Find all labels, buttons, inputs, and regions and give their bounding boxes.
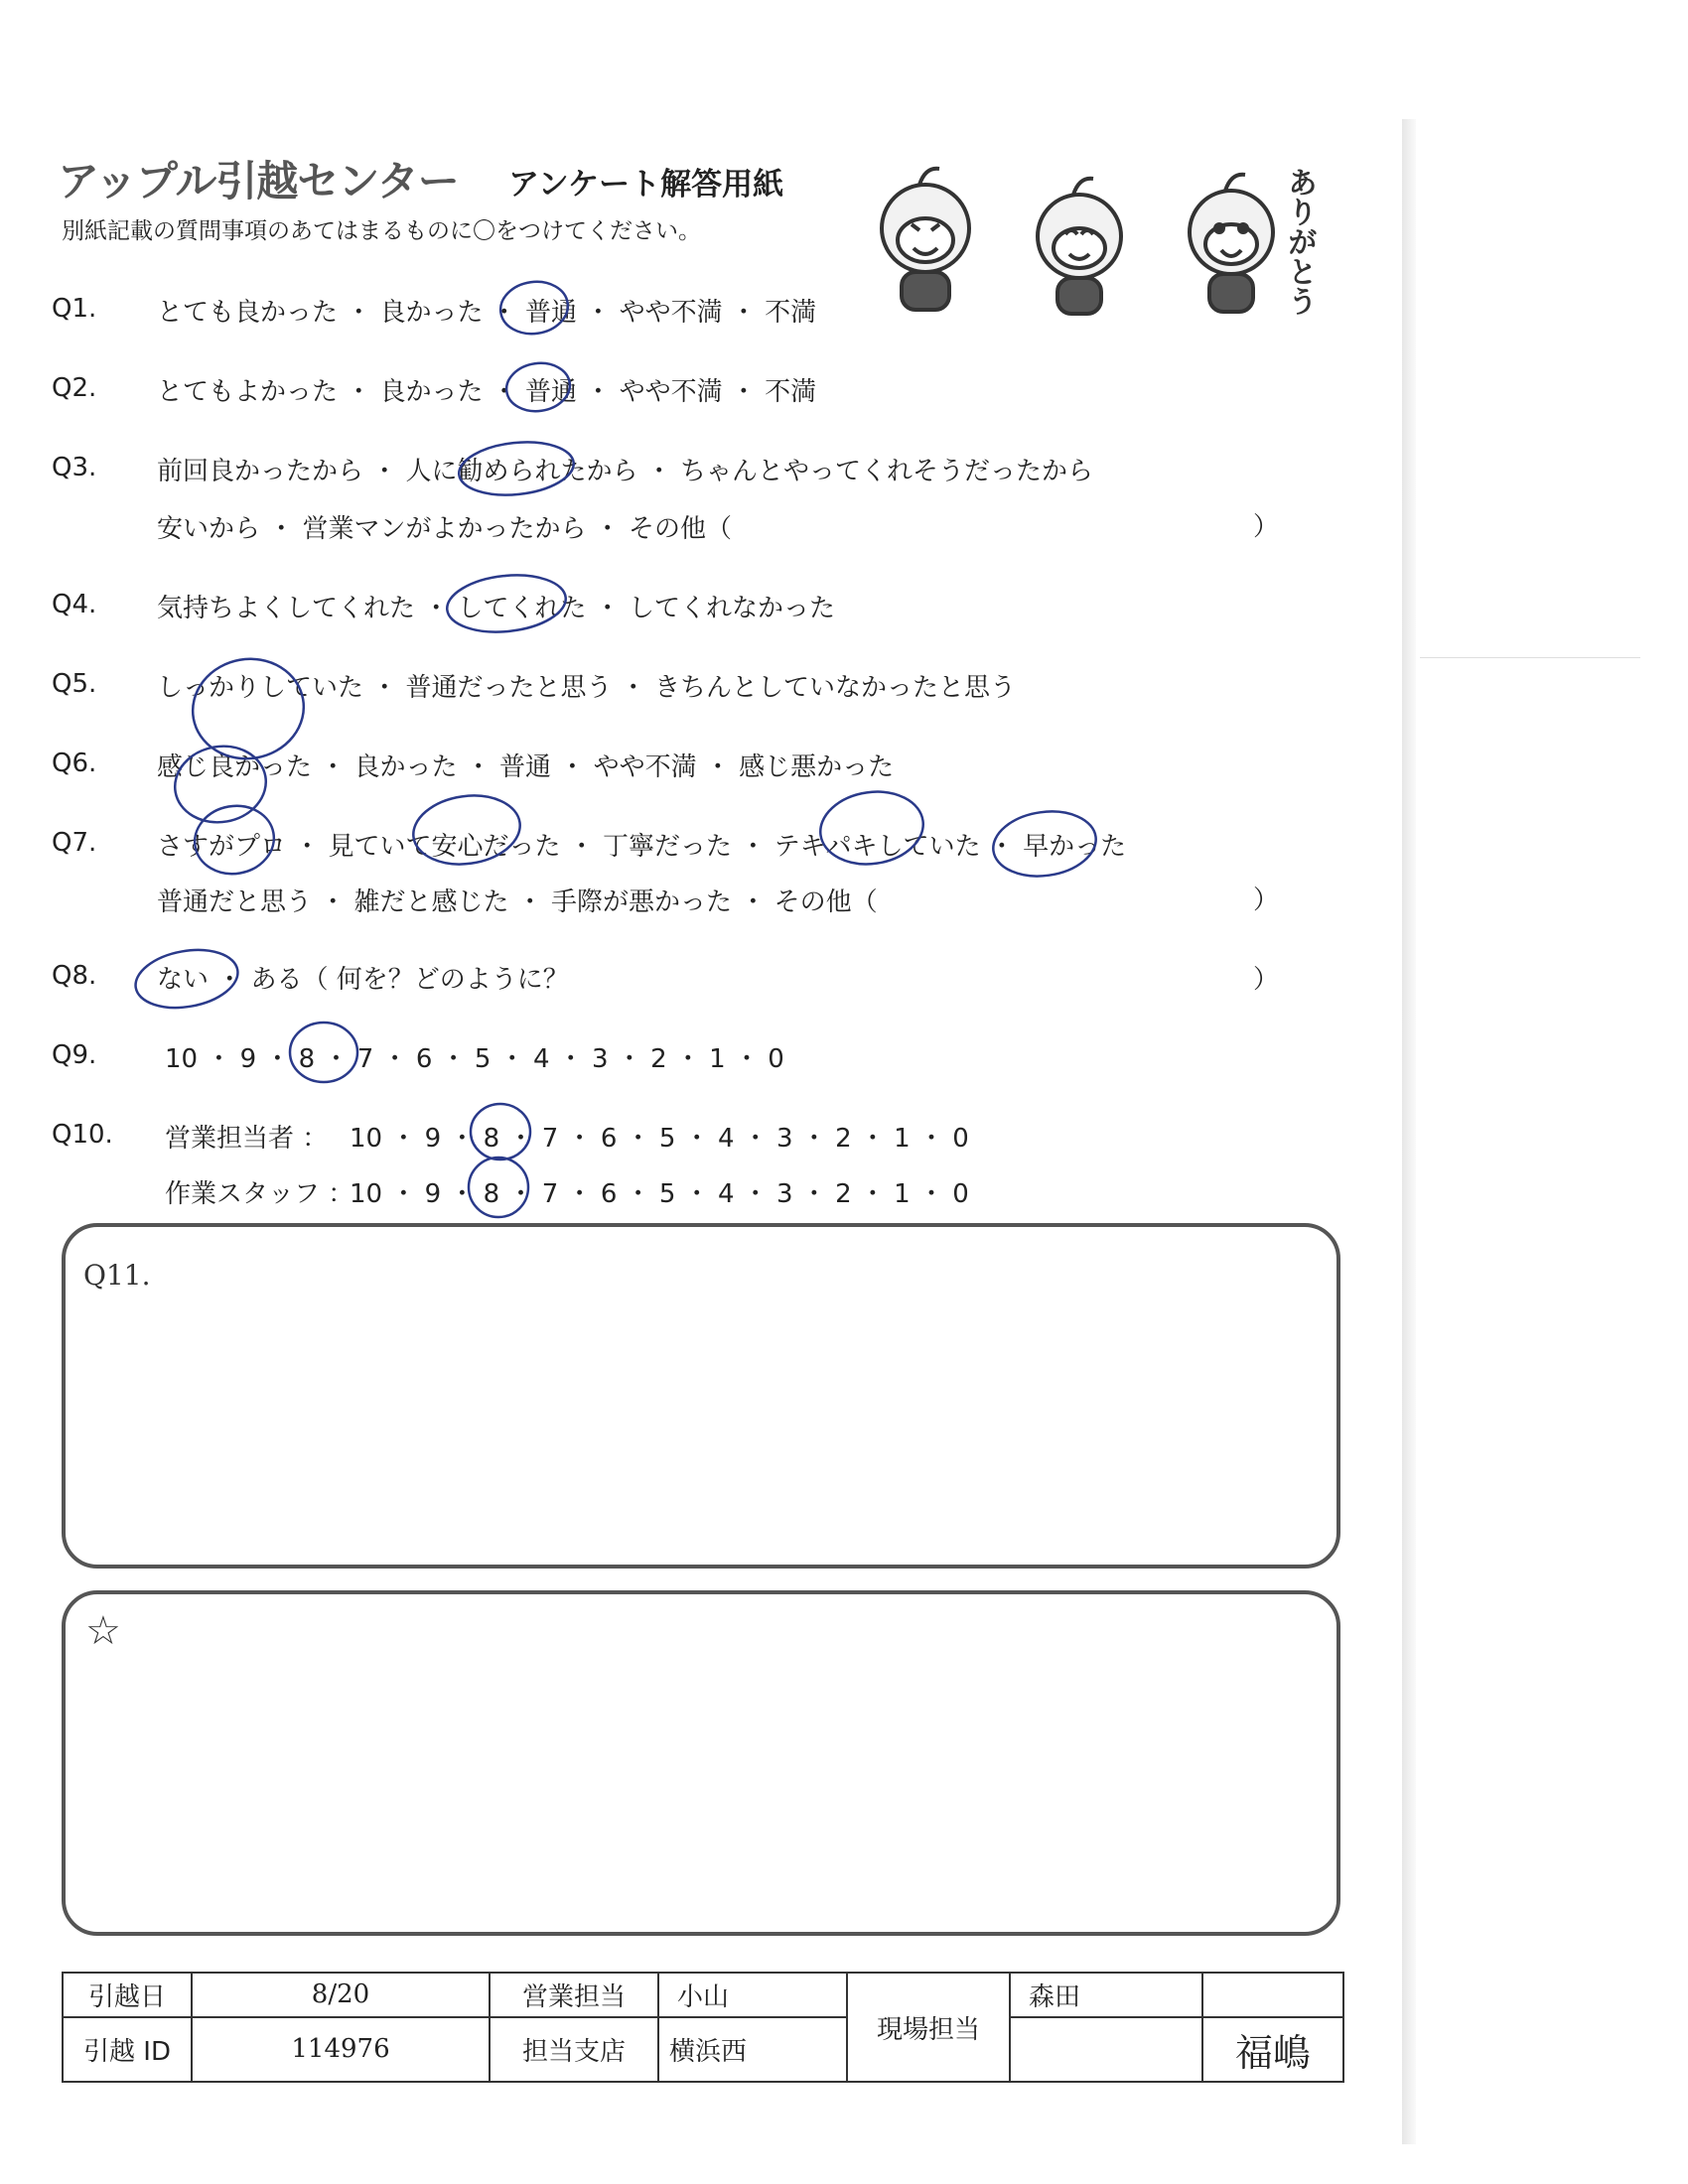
q2-options[interactable]: とてもよかった ・ 良かった ・ 普通 ・ やや不満 ・ 不満 [157,377,817,407]
brand-title: アップル引越センター [58,157,459,205]
q7-options-line2[interactable]: 普通だと思う ・ 雑だと感じた ・ 手際が悪かった ・ その他（ [157,887,878,917]
q2-label: Q2. [52,373,97,403]
q6-label: Q6. [52,749,97,778]
form-instruction: 別紙記載の質問事項のあてはまるものに〇をつけてください。 [62,218,701,244]
q9-label: Q9. [52,1040,97,1070]
q8-close-paren: ） [1253,965,1280,995]
site-rep-label: 現場担当 [847,1973,1010,2082]
branch-label: 担当支店 [490,2017,658,2082]
q4-label: Q4. [52,590,97,619]
q3-options-line1[interactable]: 前回良かったから ・ 人に勧められたから ・ ちゃんとやってくれそうだったから [157,457,1094,486]
q7-label: Q7. [52,828,97,858]
q10-staff-label: 作業スタッフ ： [165,1179,354,1209]
q4-options[interactable]: 気持ちよくしてくれた ・ してくれた ・ してくれなかった [157,594,836,623]
sales-rep-label: 営業担当 [490,1973,658,2017]
thanks-text: ありがとう [1282,167,1317,316]
q7-answer-mark-4 [989,805,1100,883]
star-label: ☆ [85,1608,121,1654]
q1-answer-mark [497,278,572,339]
q3-close-paren: ） [1253,512,1280,542]
form-subtitle: アンケート解答用紙 [508,167,784,203]
q10-label: Q10. [52,1120,113,1150]
move-date-value[interactable]: 8/20 [192,1973,490,2017]
q6-options[interactable]: 感じ良かった ・ 良かった ・ 普通 ・ やや不満 ・ 感じ悪かった [157,752,895,782]
q1-options[interactable]: とても良かった ・ 良かった ・ 普通 ・ やや不満 ・ 不満 [157,298,817,328]
q7-options-line1[interactable]: さすがプロ ・ 見ていて安心だった ・ 丁寧だった ・ テキパキしていた ・ 早かった [157,832,1127,862]
q3-answer-mark [457,437,577,500]
q8-options[interactable]: ない ・ ある（ 何を？どのように？ [157,965,569,995]
q3-options-line2[interactable]: 安いから ・ 営業マンがよかったから ・ その他（ [157,514,733,544]
q9-scale[interactable]: 10 ・ 9 ・ 8 ・ 7 ・ 6 ・ 5 ・ 4 ・ 3 ・ 2 ・ 1 ・ 0 [165,1044,784,1074]
site-rep-value-2[interactable]: 福嶋 [1202,2017,1343,2082]
q7-close-paren: ） [1253,886,1280,915]
branch-value[interactable]: 横浜西 [658,2017,847,2082]
q3-label: Q3. [52,453,97,482]
q8-answer-mark [131,942,242,1015]
q7-answer-mark-1 [190,800,280,881]
move-id-label: 引越 ID [63,2017,192,2082]
q10-sales-answer-mark [471,1104,530,1160]
q10-sales-label: 営業担当者 ： [165,1124,329,1154]
q9-answer-mark [290,1023,357,1082]
sales-rep-value[interactable]: 小山 [658,1973,847,2017]
q5-options[interactable]: しっかりしていた ・ 普通だったと思う ・ きちんとしていなかったと思う [157,673,1017,703]
q10-sales-scale[interactable]: 10 ・ 9 ・ 8 ・ 7 ・ 6 ・ 5 ・ 4 ・ 3 ・ 2 ・ 1 ・ 0 [350,1124,969,1154]
q10-staff-scale[interactable]: 10 ・ 9 ・ 8 ・ 7 ・ 6 ・ 5 ・ 4 ・ 3 ・ 2 ・ 1 ・ 0 [350,1179,969,1209]
q10-staff-answer-mark [469,1158,528,1217]
move-date-label: 引越日 [63,1973,192,2017]
q1-label: Q1. [52,294,97,324]
q5-label: Q5. [52,669,97,699]
site-rep-value-1[interactable]: 森田 [1010,1973,1202,2017]
q7-answer-mark-3 [815,785,927,871]
q4-answer-mark [444,570,568,637]
q11-label: Q11. [83,1259,151,1292]
q7-answer-mark-2 [409,789,524,871]
q8-label: Q8. [52,961,97,991]
move-id-value[interactable]: 114976 [192,2017,490,2082]
q2-answer-mark [503,359,573,415]
